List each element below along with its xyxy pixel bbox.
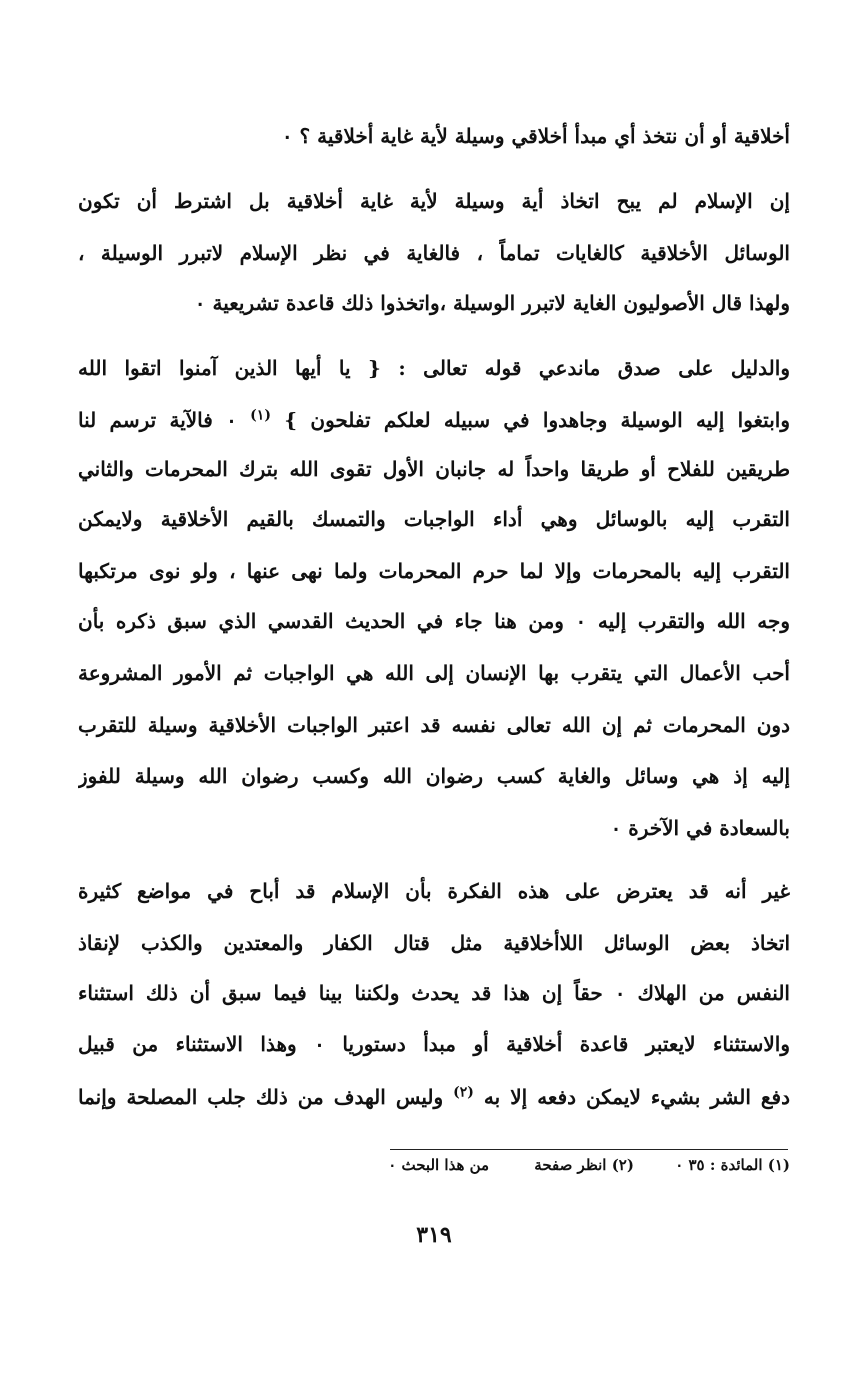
text-line: إليه إذ هي وسائل والغاية كسب رضوان الله وكسب رضوان الله وسيلة للفوز <box>78 764 790 788</box>
text-line: والدليل على صدق ماندعي قوله تعالى : { يا أيها الذين آمنوا اتقوا الله <box>78 356 790 380</box>
text-line: ولهذا قال الأصوليون الغاية لاتبرر الوسيلة ،واتخذوا ذلك قاعدة تشريعية ٠ <box>194 291 790 315</box>
text-line: وجه الله والتقرب إليه ٠ ومن هنا جاء في الحديث القدسي الذي سبق ذكره بأن <box>78 609 790 633</box>
text-line: أخلاقية أو أن نتخذ أي مبدأ أخلاقي وسيلة لأية غاية أخلاقية ؟ ٠ <box>281 124 790 148</box>
footnotes <box>388 1150 790 1180</box>
text-line: والاستثناء لايعتبر قاعدة أخلاقية أو مبدأ دستوريا ٠ وهذا الاستثناء من قبيل <box>78 1032 790 1056</box>
text-line: إن الإسلام لم يبح اتخاذ أية وسيلة لأية غاية أخلاقية بل اشترط أن تكون <box>78 189 790 213</box>
text-segment: وليس الهدف من ذلك جلب المصلحة وإنما <box>78 1085 444 1109</box>
text-line: بالسعادة في الآخرة ٠ <box>610 816 790 840</box>
text-line: اتخاذ بعض الوسائل اللاأخلاقية مثل قتال الكفار والمعتدين والكذب لإنقاذ <box>78 931 790 955</box>
page-number: ٣١٩ <box>416 1222 452 1248</box>
text-line: طريقين للفلاح أو طريقا واحداً له جانبان الأول تقوى الله بترك المحرمات والثاني <box>78 457 790 481</box>
footnote-1: (١) المائدة : ٣٥ ٠ <box>675 1156 790 1174</box>
text-line: أحب الأعمال التي يتقرب بها الإنسان إلى الله هي الواجبات ثم الأمور المشروعة <box>78 661 790 685</box>
text-segment: دفع الشر بشيء لايمكن دفعه إلا به <box>483 1085 790 1109</box>
text-segment: وابتغوا إليه الوسيلة وجاهدوا في سبيله لعلكم تفلحون } <box>284 408 790 432</box>
text-segment: ٠ فالآية ترسم لنا <box>78 408 237 432</box>
footnote-marker: (١) <box>250 407 271 424</box>
text-line: غير أنه قد يعترض على هذه الفكرة بأن الإسلام قد أباح في مواضع كثيرة <box>78 879 790 903</box>
footnote-marker: (٢) <box>453 1084 474 1101</box>
text-line: التقرب إليه بالوسائل وهي أداء الواجبات والتمسك بالقيم الأخلاقية ولايمكن <box>78 507 790 531</box>
text-line-with-footnote <box>78 400 790 440</box>
text-line: الوسائل الأخلاقية كالغايات تماماً ، فالغاية في نظر الإسلام لاتبرر الوسيلة ، <box>78 241 790 265</box>
text-line-with-footnote <box>78 1077 790 1117</box>
text-line: التقرب إليه بالمحرمات وإلا لما حرم المحرمات ولما نهى عنها ، ولو نوى مرتكبها <box>78 559 790 583</box>
text-line: دون المحرمات ثم إن الله تعالى نفسه قد اعتبر الواجبات الأخلاقية وسيلة للتقرب <box>78 713 790 737</box>
footnote-2: (٢) انظر صفحة <box>534 1156 634 1174</box>
text-line: النفس من الهلاك ٠ حقاً إن هذا قد يحدث ولكننا بينا فيما سبق أن ذلك استثناء <box>78 981 790 1005</box>
footnote-2-continuation: من هذا البحث ٠ <box>388 1156 490 1174</box>
